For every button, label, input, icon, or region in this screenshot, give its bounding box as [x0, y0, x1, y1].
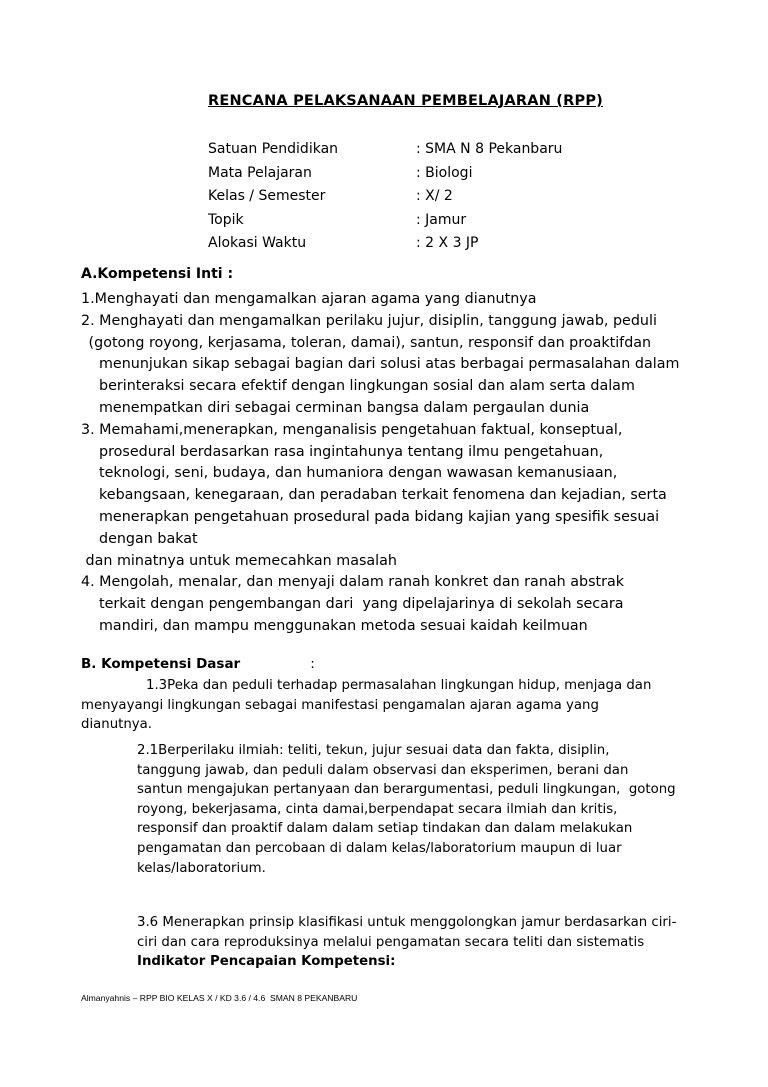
meta-value: : SMA N 8 Pekanbaru: [416, 141, 563, 157]
kd-2-1: [137, 741, 676, 878]
kd-1-3: [81, 676, 651, 735]
meta-row: [208, 185, 562, 209]
ki-line: 3. Memahami,menerapkan, menganalisis pengetahuan faktual, konseptual,: [81, 421, 623, 438]
meta-row: [208, 162, 562, 186]
ki-line: terkait dengan pengembangan dari yang dipelajarinya di sekolah secara: [99, 596, 624, 613]
kd-line: tanggung jawab, dan peduli dalam observasi dan eksperimen, berani dan: [137, 762, 629, 778]
ki-line: prosedural berdasarkan rasa ingintahunya tentang ilmu pengetahuan,: [99, 443, 604, 460]
ki-line: 4. Mengolah, menalar, dan menyaji dalam ranah konkret dan ranah abstrak: [81, 574, 625, 591]
meta-label: Alokasi Waktu: [208, 235, 307, 251]
ki-line: 1.Menghayati dan mengamalkan ajaran agama yang dianutnya: [81, 291, 537, 307]
meta-value: : X/ 2: [416, 188, 453, 204]
ki-line: berinteraksi secara efektif dengan lingkungan sosial dan alam serta dalam: [99, 378, 635, 395]
meta-value: : Jamur: [416, 211, 467, 228]
identity-table: [208, 138, 562, 256]
ki-line: mandiri, dan mampu menggunakan metoda sesuai kaidah keilmuan: [99, 617, 588, 634]
meta-row: [208, 209, 562, 233]
meta-label: Kelas / Semester: [208, 188, 326, 204]
kd-line: menyayangi lingkungan sebagai manifestasi pengamalan ajaran agama yang: [81, 697, 599, 713]
meta-row: [208, 138, 562, 162]
kd-line: ciri dan cara reproduksinya melalui pengamatan secara teliti dan sistematis: [137, 934, 645, 950]
kd-line: royong, bekerjasama, cinta damai,berpendapat secara ilmiah dan kritis,: [137, 801, 618, 817]
kd-line: santun mengajukan pertanyaan dan berargumentasi, peduli lingkungan, gotong: [137, 782, 676, 798]
ki-heading: A.Kompetensi Inti :: [81, 266, 234, 282]
ki-line: menerapkan pengetahuan prosedural pada bidang kajian yang spesifik sesuai: [99, 508, 660, 525]
meta-value: : Biologi: [416, 164, 473, 181]
page-footer: Almanyahnis – RPP BIO KELAS X / KD 3.6 / 4.6 SMAN 8 PEKANBARU: [81, 993, 358, 1003]
kd-line: kelas/laboratorium.: [137, 860, 266, 876]
ki-line: dan minatnya untuk memecahkan masalah: [81, 552, 397, 569]
kd-heading: [81, 656, 315, 672]
ki-line: teknologi, seni, budaya, dan humaniora dengan wawasan kemanusiaan,: [99, 465, 618, 482]
meta-label: Mata Pelajaran: [208, 164, 312, 181]
document-title: RENCANA PELAKSANAAN PEMBELAJARAN (RPP): [208, 93, 603, 109]
meta-label: Satuan Pendidikan: [208, 141, 339, 157]
ki-line: 2. Menghayati dan mengamalkan perilaku jujur, disiplin, tanggung jawab, peduli: [81, 312, 657, 329]
kd-heading-text: B. Kompetensi Dasar: [81, 656, 241, 672]
meta-value: : 2 X 3 JP: [416, 235, 479, 251]
kd-line: 2.1Berperilaku ilmiah: teliti, tekun, jujur sesuai data dan fakta, disiplin,: [137, 743, 610, 758]
kd-line: dianutnya.: [81, 717, 153, 733]
kd-line: 1.3Peka dan peduli terhadap permasalahan lingkungan hidup, menjaga dan: [146, 678, 652, 693]
kd-line: pengamatan dan percobaan di dalam kelas/laboratorium maupun di luar: [137, 840, 622, 856]
meta-row: [208, 232, 562, 256]
ki-line: menempatkan diri sebagai cerminan bangsa dalam pergaulan dunia: [99, 399, 590, 416]
kd-line: 3.6 Menerapkan prinsip klasifikasi untuk menggolongkan jamur berdasarkan ciri-: [137, 915, 677, 930]
ki-line: kebangsaan, kenegaraan, dan peradaban terkait fenomena dan kejadian, serta: [99, 487, 667, 504]
kd-line: responsif dan proaktif dalam dalam setiap tindakan dan dalam melakukan: [137, 821, 633, 837]
ki-body: [81, 289, 679, 638]
ki-line: dengan bakat: [99, 530, 198, 547]
ki-line: menunjukan sikap sebagai bagian dari solusi atas berbagai permasalahan dalam: [99, 356, 680, 373]
ki-line: (gotong royong, kerjasama, toleran, damai), santun, responsif dan proaktifdan: [84, 334, 652, 351]
indicator-heading: Indikator Pencapaian Kompetensi:: [137, 954, 396, 970]
kd-heading-colon: :: [310, 656, 315, 672]
kd-3-6: [137, 913, 676, 972]
meta-label: Topik: [208, 211, 244, 228]
